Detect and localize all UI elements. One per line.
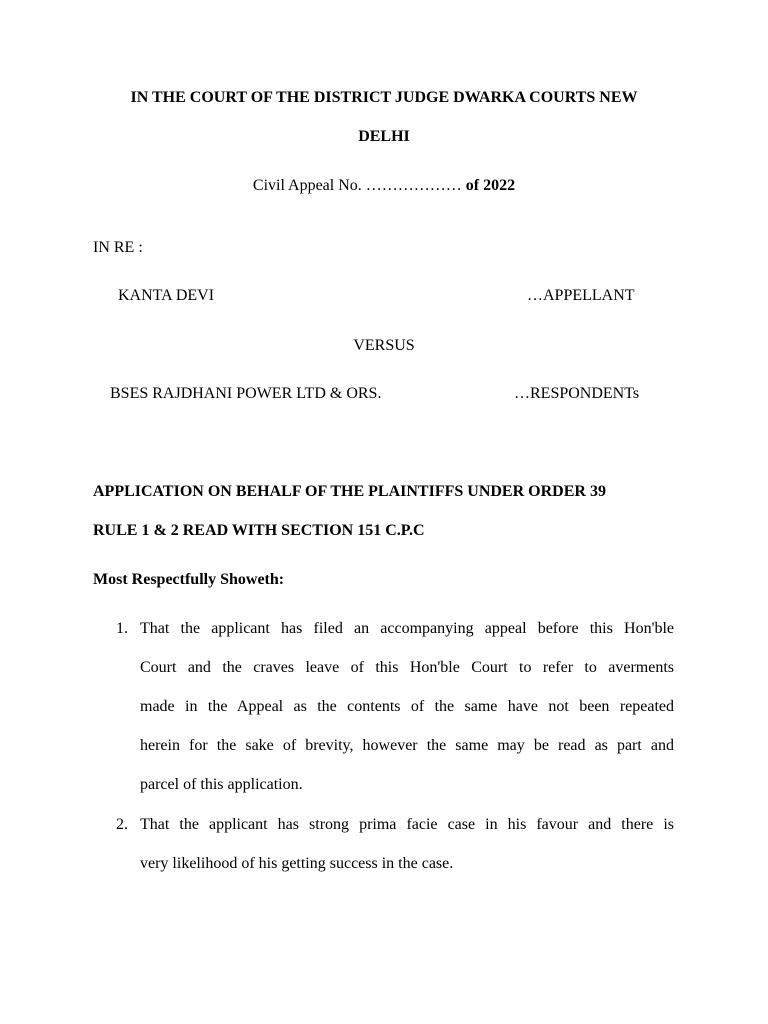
paragraph-line: very likelihood of his getting success in the case. [140, 855, 454, 872]
paragraph-line: herein for the sake of brevity, however the same may be read as part and [140, 737, 674, 754]
in-re-label: IN RE : [93, 239, 143, 256]
appellant-role: …APPELLANT [527, 287, 635, 304]
paragraph-number: 2. [116, 816, 128, 833]
respondent-name: BSES RAJDHANI POWER LTD & ORS. [110, 385, 382, 402]
respondent-role: …RESPONDENTs [514, 385, 640, 402]
civil-appeal-prefix: Civil Appeal No. [252, 177, 366, 194]
application-title-line-2: RULE 1 & 2 READ WITH SECTION 151 C.P.C [93, 522, 425, 539]
paragraph-line: That the applicant has strong prima facie case in his favour and there is [140, 816, 674, 833]
application-title-line-1: APPLICATION ON BEHALF OF THE PLAINTIFFS UNDER ORDER 39 [93, 483, 606, 500]
civil-appeal-blank: ……………… [365, 177, 462, 194]
paragraph-line: made in the Appeal as the contents of the same have not been repeated [140, 698, 674, 715]
paragraph-number: 1. [116, 620, 128, 637]
paragraph-line: parcel of this application. [140, 776, 303, 793]
versus-label: VERSUS [353, 337, 415, 354]
appellant-name: KANTA DEVI [118, 287, 215, 304]
paragraph-line: That the applicant has filed an accompanying appeal before this Hon'ble [140, 620, 674, 637]
court-heading-line-2: DELHI [358, 128, 410, 145]
civil-appeal-year: of 2022 [461, 177, 516, 194]
civil-appeal-number [0, 176, 768, 196]
salutation: Most Respectfully Showeth: [93, 571, 285, 588]
paragraph-line: Court and the craves leave of this Hon'ble Court to refer to averments [140, 659, 674, 676]
court-heading-line-1: IN THE COURT OF THE DISTRICT JUDGE DWARKA COURTS NEW [130, 89, 638, 106]
